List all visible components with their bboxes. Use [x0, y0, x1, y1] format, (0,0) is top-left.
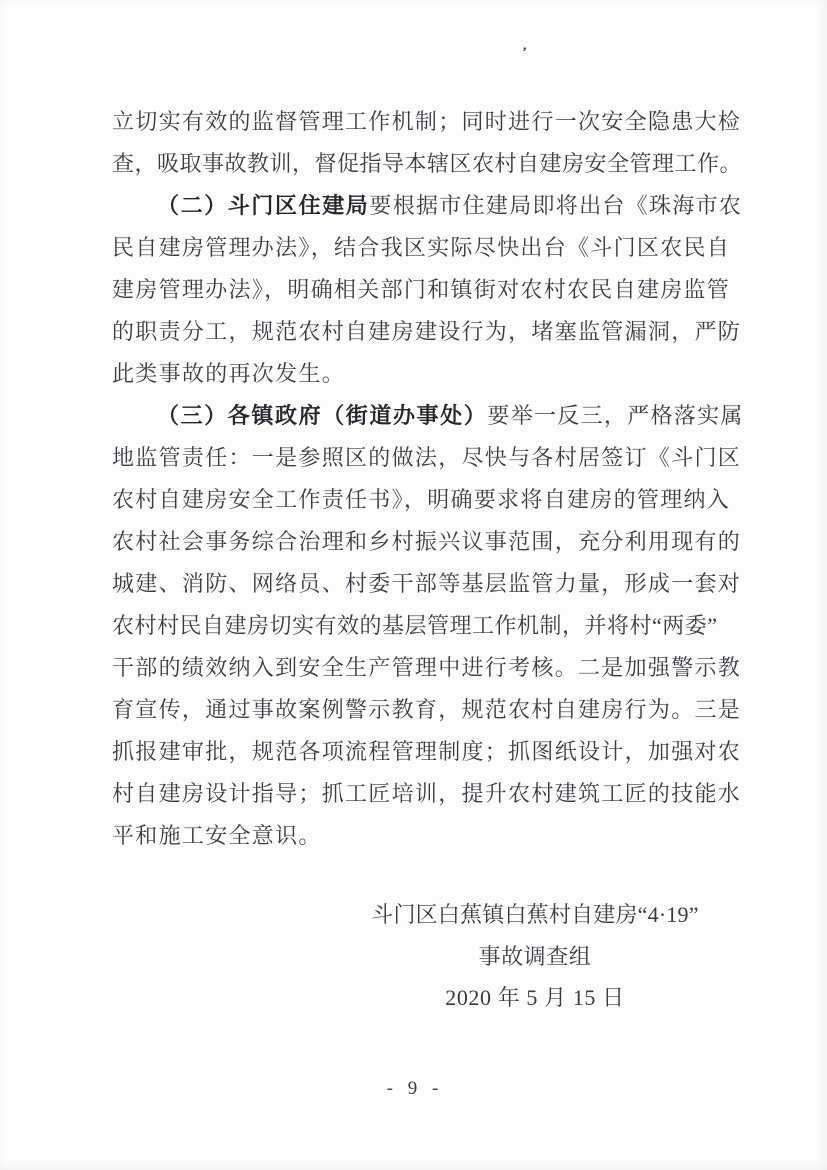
body-line: 平和施工安全意识。: [112, 823, 322, 848]
body-line: 立切实有效的监督管理工作机制；同时进行一次安全隐患大检: [112, 109, 742, 134]
body-line: 城建、消防、网络员、村委干部等基层监管力量，形成一套对: [112, 571, 742, 596]
document-body: [112, 101, 746, 857]
body-line: 村自建房设计指导；抓工匠培训，提升农村建筑工匠的技能水: [112, 781, 742, 806]
body-line: [112, 395, 746, 437]
body-line: 查，吸取事故教训，督促指导本辖区农村自建房安全管理工作。: [112, 151, 743, 176]
signature-org-name-line1: 斗门区白蕉镇白蕉村自建房“4·19”: [371, 902, 699, 927]
body-line: 的职责分工，规范农村自建房建设行为，堵塞监管漏洞，严防: [112, 319, 742, 344]
body-line: 建房管理办法》，明确相关部门和镇街对农村农民自建房监管: [112, 277, 731, 302]
body-line: 此类事故的再次发生。: [112, 361, 346, 386]
body-line: 育宣传，通过事故案例警示教育，规范农村自建房行为。三是: [112, 697, 742, 722]
scan-speck: ’: [521, 43, 528, 60]
body-line: 农村村民自建房切实有效的基层管理工作机制，并将村“两委”: [112, 613, 718, 638]
body-line: 农村社会事务综合治理和乡村振兴议事范围，充分利用现有的: [112, 529, 742, 554]
signature-block: [352, 894, 718, 1019]
body-line: 干部的绩效纳入到安全生产管理中进行考核。二是加强警示教: [112, 655, 742, 680]
body-line-text: 要举一反三，严格落实属: [487, 403, 744, 428]
signature-date: 2020 年 5 月 15 日: [445, 985, 625, 1010]
body-line: 地监管责任：一是参照区的做法，尽快与各村居签订《斗门区: [112, 445, 742, 470]
bold-heading-segment: （三）各镇政府（街道办事处）: [157, 403, 488, 428]
page-number: - 9 -: [386, 1078, 441, 1099]
body-line: 民自建房管理办法》，结合我区实际尽快出台《斗门区农民自: [112, 235, 731, 260]
body-line: 抓报建审批，规范各项流程管理制度；抓图纸设计，加强对农: [112, 739, 742, 764]
body-line: [112, 185, 746, 227]
body-line-text: 要根据市住建局即将出台《珠海市农: [369, 193, 743, 218]
body-line: 农村自建房安全工作责任书》，明确要求将自建房的管理纳入: [112, 487, 731, 512]
bold-heading-segment: （二）斗门区住建局: [157, 193, 370, 218]
signature-org-name-line2: 事故调查组: [478, 943, 592, 969]
